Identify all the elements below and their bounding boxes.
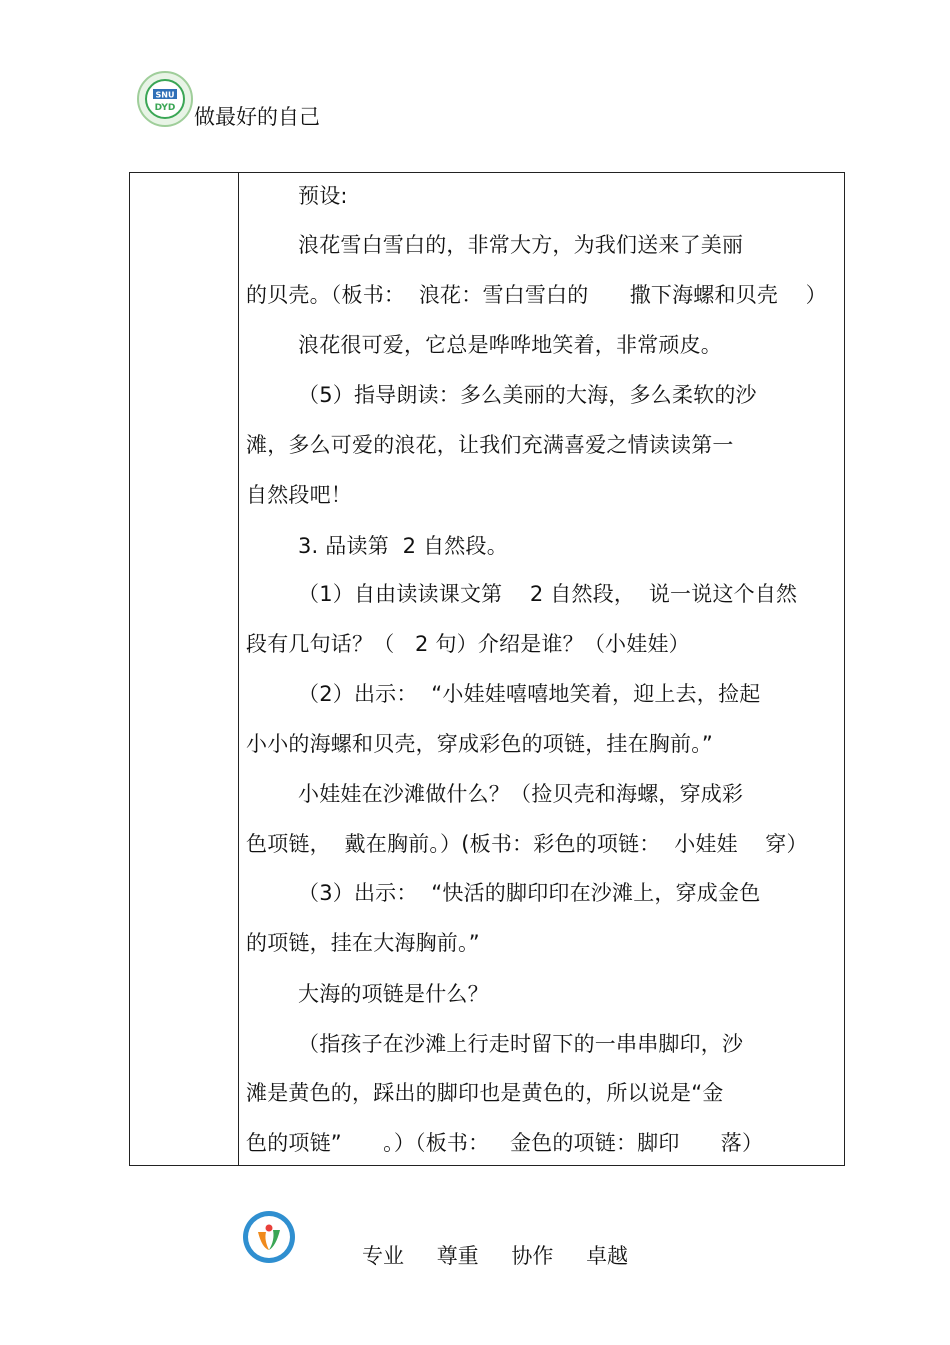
text-line: （5）指导朗读：多么美丽的大海，多么柔软的沙	[298, 383, 757, 407]
text-line: 3. 品读第 2 自然段。	[298, 534, 508, 558]
text-line: 预设:	[298, 184, 348, 208]
logo-top-text: SNU	[155, 90, 175, 100]
footer-motto-word: 协作	[511, 1244, 554, 1268]
logo-bottom-text: DYD	[154, 103, 176, 113]
text-line: 色的项链” 。）（板书： 金色的项链：脚印 落）	[246, 1131, 764, 1155]
school-logo	[136, 70, 194, 128]
footer-motto-word: 专业	[362, 1244, 404, 1268]
text-line: 大海的项链是什么？	[298, 982, 489, 1006]
header-motto: 做最好的自己	[194, 105, 320, 129]
text-line: 滩，多么可爱的浪花，让我们充满喜爱之情读读第一	[246, 433, 734, 457]
text-line: （1）自由读读课文第 2 自然段， 说一说这个自然	[298, 582, 798, 606]
text-line: 的项链，挂在大海胸前。”	[246, 931, 480, 955]
text-line: 段有几句话？（ 2 句）介绍是谁？（小娃娃）	[246, 632, 690, 656]
text-line: 色项链， 戴在胸前。）(板书：彩色的项链： 小娃娃 穿）	[246, 832, 808, 856]
text-line: 滩是黄色的，踩出的脚印也是黄色的，所以说是“金	[246, 1081, 724, 1105]
text-line: （2）出示： “小娃娃嘻嘻地笑着，迎上去，捡起	[298, 682, 761, 706]
footer-motto-word: 尊重	[436, 1244, 479, 1268]
footer-logo	[242, 1210, 296, 1264]
text-line: 的贝壳。（板书： 浪花：雪白雪白的 撒下海螺和贝壳 ）	[246, 283, 827, 307]
text-line: 浪花雪白雪白的，非常大方，为我们送来了美丽	[298, 233, 744, 257]
text-line: （指孩子在沙滩上行走时留下的一串串脚印，沙	[298, 1032, 744, 1056]
lesson-table	[129, 172, 845, 1166]
footer-motto-word: 卓越	[586, 1244, 629, 1268]
footer-motto	[362, 1242, 654, 1270]
text-line: 小娃娃在沙滩做什么？（捡贝壳和海螺，穿成彩	[298, 782, 744, 806]
table-column-divider	[238, 173, 239, 1165]
text-line: 浪花很可爱，它总是哗哗地笑着，非常顽皮。	[298, 333, 722, 357]
text-line: 自然段吧！	[246, 483, 352, 507]
text-line: 小小的海螺和贝壳，穿成彩色的项链，挂在胸前。”	[246, 732, 713, 756]
text-line: （3）出示： “快活的脚印印在沙滩上，穿成金色	[298, 881, 761, 905]
